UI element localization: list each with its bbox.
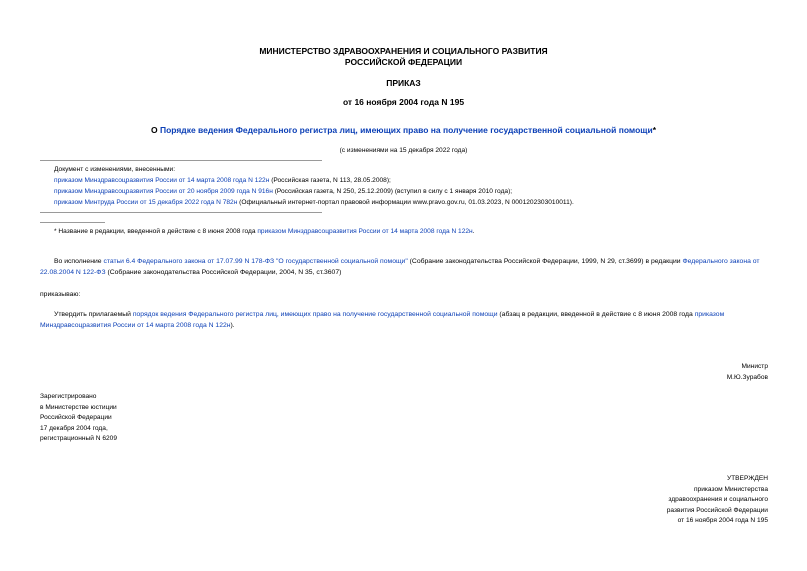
preamble-text: (Собрание законодательства Российской Федерации, 1999, N 29, ст.3699) в редакции: [407, 258, 683, 265]
footnote-end: .: [472, 228, 475, 235]
title-suffix: *: [652, 125, 657, 135]
divider-bottom: [40, 212, 322, 213]
registration-line: регистрационный N 6209: [40, 435, 118, 442]
footnote-text: * Название в редакции, введенной в действие с 8 июня 2008 года: [54, 228, 258, 235]
amendment-link[interactable]: приказом Минздравсоцразвития России от 14 марта 2008 года N 122н: [54, 177, 270, 184]
registration-line: Российской Федерации: [40, 414, 112, 421]
federal-law-link[interactable]: Федерального закона от 22.08.2004 N 122-ФЗ: [40, 258, 760, 276]
approve-paragraph: [40, 310, 768, 331]
preamble-paragraph: [40, 257, 768, 278]
footnote: [54, 226, 475, 237]
ministry-line-2: РОССИЙСКОЙ ФЕДЕРАЦИИ: [344, 57, 463, 67]
signature-name: М.Ю.Зурабов: [726, 373, 768, 381]
registration-block: [40, 392, 117, 445]
preamble-text: (Собрание законодательства Российской Федерации, 2004, N 35, ст.3607): [105, 268, 342, 276]
approved-block: [667, 474, 768, 527]
amendment-item: [54, 186, 512, 197]
ministry-name: [40, 46, 767, 68]
amendment-link[interactable]: приказом Минздравсоцразвития России от 20 ноября 2009 года N 916н: [54, 188, 273, 195]
signature-role: Министр: [741, 363, 768, 370]
approved-line: здравоохранения и социального: [668, 496, 768, 503]
amendment-text: (Российская газета, N 113, 28.05.2008);: [269, 177, 391, 184]
law-article-link[interactable]: статьи 6.4 Федерального закона от 17.07.99 N 178-ФЗ "О государственной социальной помощи": [103, 258, 408, 265]
amendment-item: [54, 197, 574, 208]
approve-text: (абзац в редакции, введенной в действие с 8 июня 2008 года: [497, 311, 695, 318]
amendment-text: (Российская газета, N 250, 25.12.2009) (вступил в силу с 1 января 2010 года);: [272, 188, 513, 195]
preamble-text: Во исполнение: [54, 258, 104, 265]
registration-line: в Министерстве юстиции: [40, 403, 117, 411]
ministry-line-1: МИНИСТЕРСТВО ЗДРАВООХРАНЕНИЯ И СОЦИАЛЬНОГО РАЗВИТИЯ: [259, 46, 548, 56]
amendment-text: (Официальный интернет-портал правовой информации www.pravo.gov.ru, 01.03.2023, N 0001202303010011).: [237, 199, 574, 206]
registration-line: 17 декабря 2004 года,: [40, 424, 108, 432]
procedure-link[interactable]: порядок ведения Федерального регистра лиц, имеющих право на получение государственной социальной помощи: [132, 311, 498, 318]
order-link[interactable]: приказом Минздравсоцразвития России от 14 марта 2008 года N 122н: [40, 311, 725, 329]
approved-line: приказом Министерства: [693, 485, 768, 493]
divider-top: [40, 160, 322, 161]
amendment-link[interactable]: приказом Минтруда России от 15 декабря 2022 года N 782н: [54, 199, 238, 206]
footnote-divider: [40, 222, 105, 223]
document-title: [40, 125, 767, 136]
signature-block: [727, 362, 768, 383]
amendments-intro: Документ с изменениями, внесенными:: [54, 166, 176, 173]
approved-line: УТВЕРЖДЕН: [726, 475, 768, 482]
doc-date: от 16 ноября 2004 года N 195: [342, 97, 465, 107]
approved-line: развития Российской Федерации: [666, 506, 768, 514]
amendment-item: [54, 175, 391, 186]
revision-note: (с изменениями на 15 декабря 2022 года): [339, 147, 468, 154]
order-word: приказываю:: [40, 291, 81, 298]
approved-line: от 16 ноября 2004 года N 195: [677, 517, 768, 524]
registration-line: Зарегистрировано: [40, 393, 97, 400]
title-prefix: О: [150, 125, 160, 135]
doc-type: ПРИКАЗ: [386, 78, 421, 88]
approve-text: Утвердить прилагаемый: [54, 311, 133, 318]
footnote-link[interactable]: приказом Минздравсоцразвития России от 14 марта 2008 года N 122н: [257, 228, 473, 235]
approve-text: ).: [230, 321, 235, 329]
title-link[interactable]: Порядке ведения Федерального регистра лиц, имеющих право на получение государственной социальной помощи: [159, 125, 653, 135]
